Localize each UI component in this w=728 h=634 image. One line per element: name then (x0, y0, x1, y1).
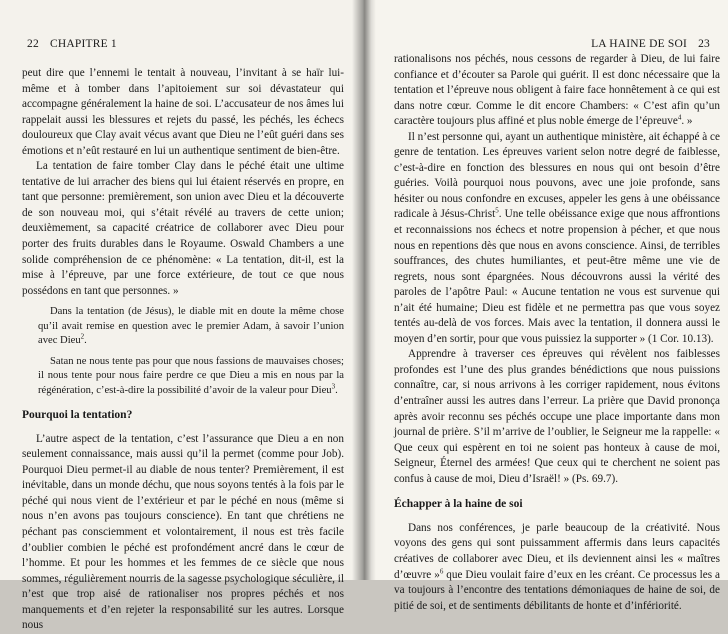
footnote-ref: 3 (331, 382, 336, 391)
paragraph-text: Dans nos conférences, je parle beaucoup de la créativité. Nous voyons des gens qui sont puissamment affermis dans leurs capacités créatives de collaborer avec Dieu, et ils deviennent ainsi les « maîtres d’œuvre » (394, 521, 720, 581)
paragraph-text: . » (681, 115, 693, 128)
left-page-body (22, 66, 344, 634)
paragraph: Apprendre à traverser ces épreuves qui révèlent nos faiblesses profondes est l’une des plus grandes bénédictions que nous puissions connaître, car, si nous arrivons à les corriger rapidement, nous évitons d’entraîner aussi les autres dans l’erreur. La prière que David prononça après avoir reconnu ses péchés occupe une place importante dans mon journal de prière. S’il m’arrive de l’oublier, le Seigneur me la rappelle: « Que ceux qui espèrent en toi ne soient pas honteux à cause de moi, Seigneur, Éternel des armées! Que ceux qui te cherchent ne soient pas confus à cause de moi, Dieu d’Israël! » (Ps. 69.7). (394, 348, 720, 485)
block-quote (38, 305, 344, 398)
section-heading: Pourquoi la tentation? (22, 409, 133, 422)
right-page-body (394, 52, 720, 614)
paragraph: La tentation de faire tomber Clay dans le péché était une ultime tentative de lui arracher des biens qui lui étaient réservés en propre, en tant que personne: premièrement, son union avec Dieu et la découverte de son nouveau moi, qui s’était révélé au travers de cette union; deuxièmement, sa capacité créatrice de collaborer avec Dieu pour porter des fruits durables dans le Royaume. Oswald Chambers a une solide compréhension de ce phénomène: « La tentation, dit-il, est la mise à l’épreuve, par une force extérieure, de tout ce que nous possédons en tant que personnes. » (22, 160, 344, 297)
right-running-head: LA HAINE DE SOI (591, 38, 688, 50)
right-page-number: 23 (698, 38, 710, 50)
section-heading: Échapper à la haine de soi (394, 498, 523, 511)
paragraph-text: que Dieu voulait faire d’eux en les créant. Ce processus les a va toujours à l’encontre des tentations démoniaques de haine de soi, de pitié de soi, et de sentiments débilitants de honte et d’infériorité. (394, 568, 720, 612)
left-page-number: 22 (27, 38, 39, 50)
quote-text: Dans la tentation (de Jésus), le diable mit en doute la même chose qu’il avait remise en question avec le premier Adam, à savoir l’union avec Dieu (38, 306, 344, 347)
left-page-header (27, 38, 117, 50)
book-gutter-shadow (352, 0, 376, 580)
quote-text: Satan ne nous tente pas pour que nous fassions de mauvaises choses; il nous tente pour nous faire perdre ce que Dieu a mis en nous par la régénération, c’est-à-dire la possibilité d’avoir de la valeur pour Dieu (38, 355, 344, 396)
paragraph (394, 521, 720, 614)
paragraph: L’autre aspect de la tentation, c’est l’assurance que Dieu a en non seulement connaissance, mais aussi qu’il la permet (comme pour Job). Pourquoi Dieu permet-il au diable de nous tenter? Premièrement, il est inévitable, dans un monde déchu, que nous soyons tentés à la fois par le péché qui nous vient de l’extérieur et par le péché en nous (même si nous n’en avons pas toujours conscience). En tant que chrétiens ne péchant pas consciemment et volontairement, il nous est très facile d’oublier combien le péché est profondément ancré dans le cœur de l’homme. Et pour les hommes et les femmes de ce siècle que nous sommes, régulièrement nourris de la sagesse psychologique séculière, il n’est que trop aisé de rationaliser nos propres péchés et nos manquements et d’en rejeter la responsabilité sur les autres. Lorsque nous (22, 432, 344, 632)
left-running-head: CHAPITRE 1 (49, 38, 117, 50)
footnote-ref: 2 (80, 332, 85, 341)
paragraph-text: . Une telle obéissance exige que nous affrontions et reconnaissions nos échecs et notre propension à pécher, et que nous nous en repentions dès que nous en avons conscience. Ainsi, de terribles souffrances, des chutes humiliantes, et peut-être même une vie de regrets, nous sont épargnées. Nous découvrons aussi la vérité des paroles de l’apôtre Paul: « Aucune tentation ne vous est survenue qui n’ait été humaine; Dieu est fidèle et ne permettra pas que vous soyez tentés au-delà de vos forces. Mais avec la tentation, il donnera aussi le moyen d’en sortir, pour que vous puissiez la supporter » (1 Cor. 10.13). (394, 208, 720, 345)
footnote-ref: 4 (677, 113, 682, 122)
paragraph (394, 52, 720, 130)
right-page-header (591, 38, 710, 50)
paragraph-text: rationalisons nos péchés, nous cessons de regarder à Dieu, de lui faire confiance et d’écouter sa Parole qui guérit. Il est donc nécessaire que la tentation et l’épreuve nous obligent à faire face honnêtement à ce qui est dans notre cœur. Comme le dit encore Chambers: « C’est afin qu’un caractère toujours plus affiné et plus noble émerge de l’épreuve (394, 53, 720, 128)
paragraph (394, 130, 720, 348)
right-page (364, 0, 728, 612)
left-page (0, 0, 364, 632)
paragraph-text: Il n’est personne qui, ayant un authentique ministère, ait échappé à ce genre de tentation. Les épreuves varient selon notre degré de faiblesse, c’est-à-dire en fonction des blessures en nous qui ont besoin d’être guéries. Voilà pourquoi nous pouvons, avec une joie profonde, sans hésiter ou nous confondre en excuses, appeler les gens à une obéissance radicale à Jésus-Christ (394, 130, 720, 221)
quote-paragraph: Dans la tentation (de Jésus), le diable mit en doute la même chose qu’il avait remise en question avec le premier Adam, à savoir l’union avec Dieu$^2$. (38, 306, 344, 347)
quote-paragraph: Satan ne nous tente pas pour que nous fassions de mauvaises choses; il nous tente pour nous faire perdre ce que Dieu a mis en nous par la régénération, c’est-à-dire la possibilité d’avoir de la valeur pour Dieu$^3$. (38, 355, 344, 396)
footnote-ref: 5 (495, 206, 499, 215)
footnote-ref: 6 (439, 566, 444, 575)
paragraph: peut dire que l’ennemi le tentait à nouveau, l’invitant à se haïr lui-même et à tomber dans l’apitoiement sur soi dévastateur qui accompagne généralement la haine de soi. L’accusateur de nos âmes lui rappelait aussi les blessures et rejets du passé, les péchés, les échecs douloureux que Clay avait vécus avant que Dieu ne l’eût guéri dans ses émotions et n’eût restauré en lui un authentique sentiment de bien-être. (22, 67, 344, 157)
